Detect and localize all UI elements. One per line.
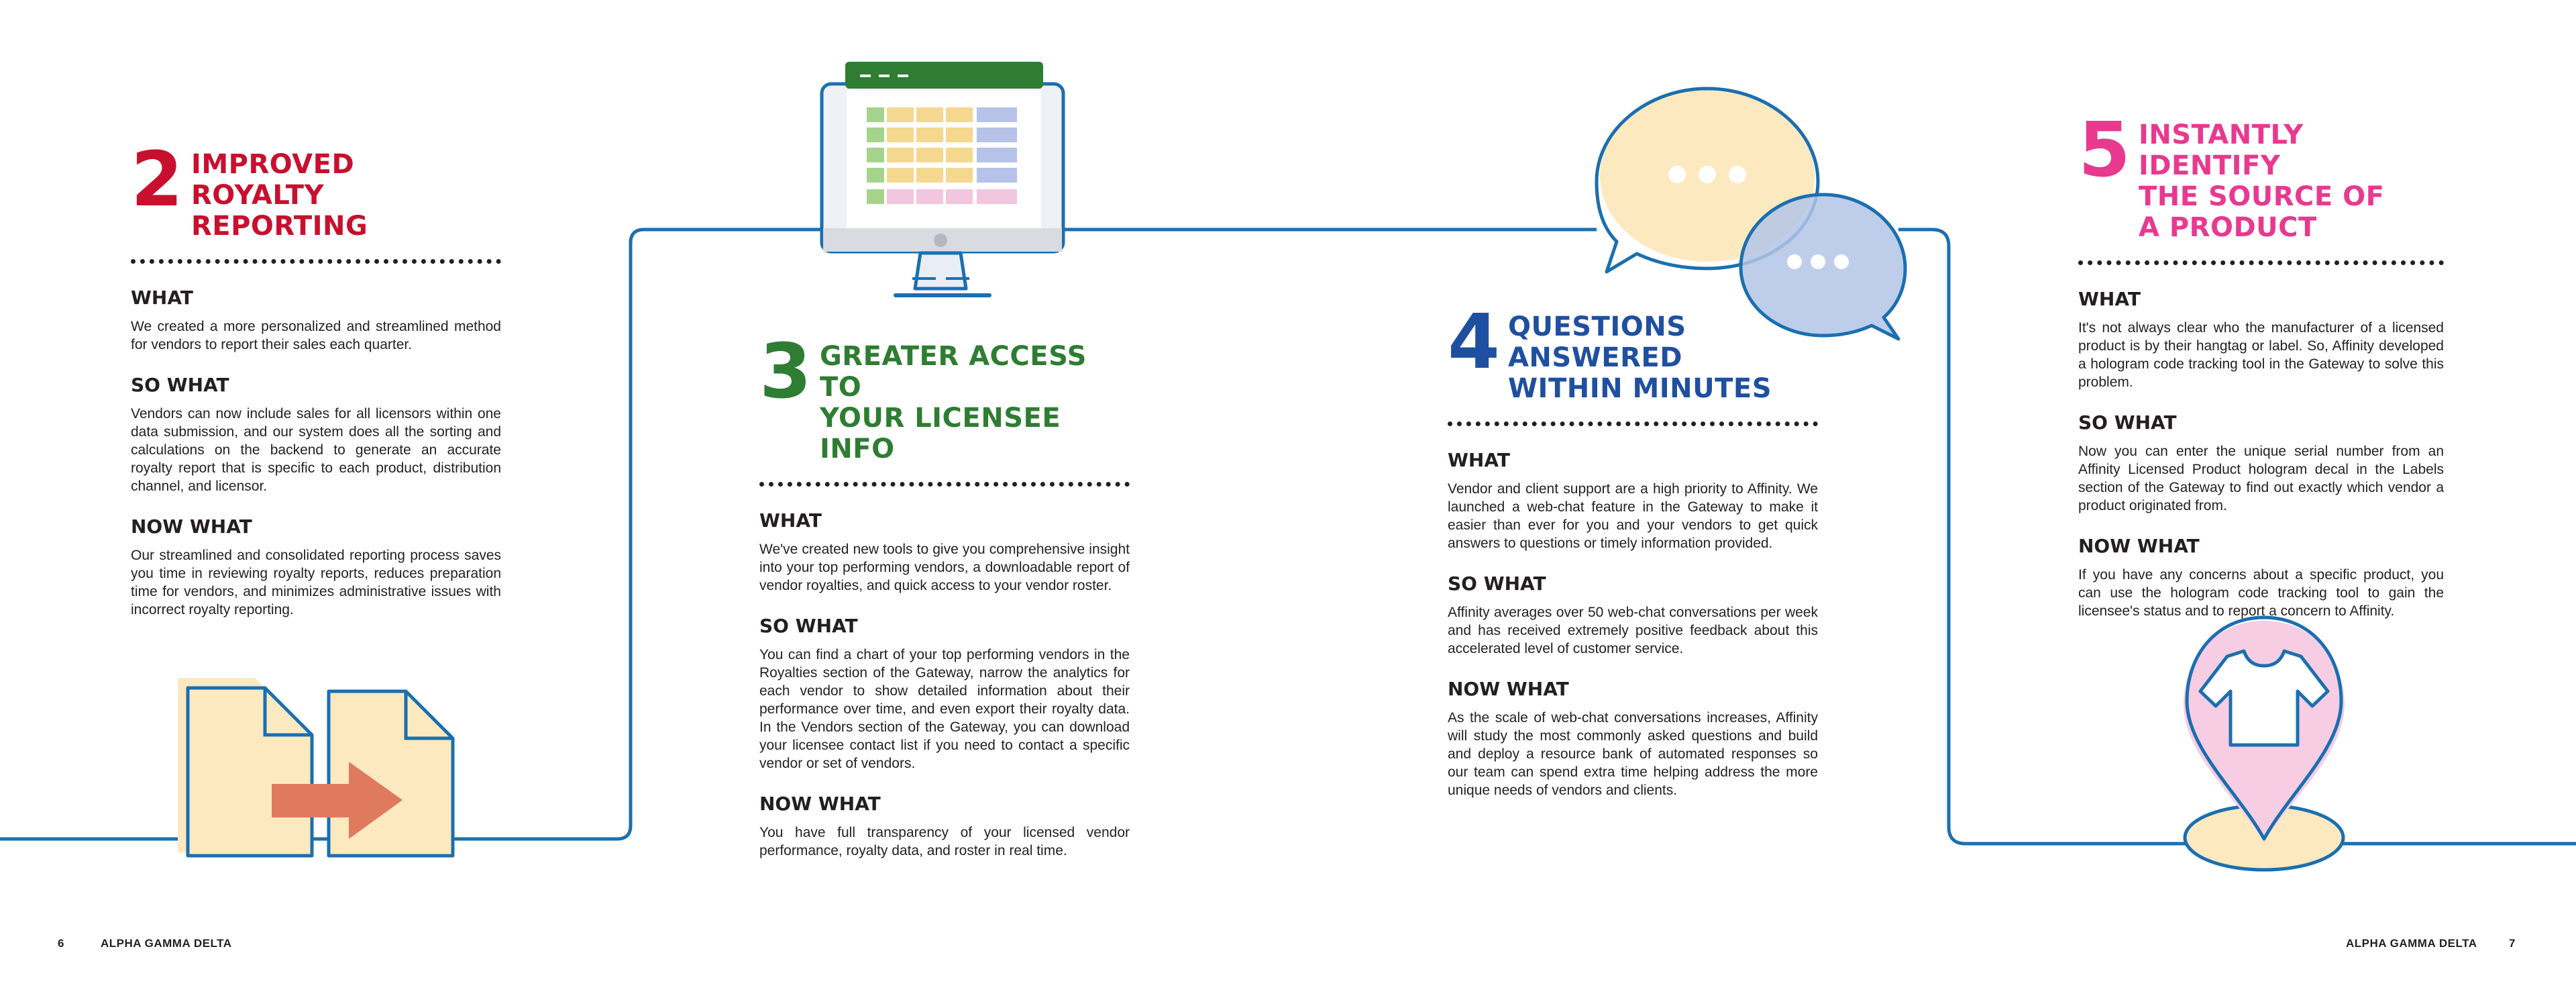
section-greater-access-licensee-info <box>759 328 1130 880</box>
so-what-text: Affinity averages over 50 web-chat conversations per week and has received extremely positive feedback about this accelerated level of customer service. <box>1448 605 1818 656</box>
footer-left-title: ALPHA GAMMA DELTA <box>101 937 232 950</box>
so-what-label: SO WHAT <box>1448 572 1546 595</box>
section-title-line: ROYALTY REPORTING <box>191 180 368 242</box>
what-label: WHAT <box>1448 449 1510 471</box>
now-what-text: If you have any concerns about a specific product, you can use the hologram code tracking tool to gain the licensee's status and to report a concern to Affinity. <box>2078 567 2444 619</box>
so-what-label: SO WHAT <box>759 615 858 637</box>
section-title-line: WITHIN MINUTES <box>1507 373 1772 404</box>
section-title <box>1508 311 1772 404</box>
footer-right-title: ALPHA GAMMA DELTA <box>2346 937 2477 950</box>
section-instantly-identify-source <box>2078 107 2444 640</box>
monitor-spreadsheet-icon <box>822 62 1063 295</box>
section-heading <box>1448 299 1818 404</box>
section-questions-answered <box>1448 299 1818 819</box>
section-title-line: INSTANTLY IDENTIFY <box>2138 119 2304 181</box>
dotted-divider <box>131 259 501 264</box>
section-title-line: THE SOURCE OF <box>2138 181 2385 212</box>
section-title-line: YOUR LICENSEE INFO <box>819 403 1061 464</box>
dotted-divider <box>2078 260 2444 265</box>
now-what-label: NOW WHAT <box>2078 535 2200 557</box>
section-heading <box>2078 107 2444 243</box>
so-what-label: SO WHAT <box>2078 411 2177 434</box>
what-text: We've created new tools to give you comprehensive insight into your top performing vendors, a downloadable report of vendor royalties, and quick access to your vendor roster. <box>759 542 1130 593</box>
section-title-line: A PRODUCT <box>2138 212 2317 243</box>
section-title-line: QUESTIONS <box>1507 311 1686 342</box>
dotted-divider <box>1448 421 1818 426</box>
section-title <box>2139 119 2444 243</box>
section-title <box>191 149 501 242</box>
documents-arrow-icon <box>178 678 453 856</box>
section-number: 3 <box>759 328 812 415</box>
what-text: Vendor and client support are a high priority to Affinity. We launched a web-chat feature in the Gateway to make it easier than ever for you and your vendors to get quick answers to questions or timely information provided. <box>1448 481 1818 551</box>
now-what-label: NOW WHAT <box>1448 678 1569 700</box>
now-what-text: As the scale of web-chat conversations increases, Affinity will study the most commonly asked questions and build and deploy a resource bank of automated responses so our team can spend extra time helping address the more unique needs of vendors and clients. <box>1448 710 1818 798</box>
section-title-line: GREATER ACCESS TO <box>819 341 1087 403</box>
footer-left-page-number: 6 <box>58 937 64 950</box>
so-what-text: Vendors can now include sales for all licensors within one data submission, and our system does all the sorting and calculations on the backend to generate an accurate royalty report that is specific to each product, distribution channel, and licensor. <box>131 406 501 494</box>
so-what-text: You can find a chart of your top performing vendors in the Royalties section of the Gateway, narrow the analytics for each vendor to show detailed information about their performance over time, and even export their royalty data. In the Vendors section of the Gateway, you can download your licensee contact list if you need to contact a specific vendor or set of vendors. <box>759 647 1130 771</box>
chat-bubbles-icon <box>1597 89 1905 339</box>
section-improved-royalty-reporting <box>131 136 501 639</box>
what-label: WHAT <box>759 509 822 532</box>
section-number: 4 <box>1448 299 1500 386</box>
section-heading <box>131 136 501 242</box>
what-text: It's not always clear who the manufacturer of a licensed product is by their hangtag or label. So, Affinity developed a hologram code tracking tool in the Gateway to solve this problem. <box>2078 320 2444 390</box>
section-heading <box>759 328 1130 464</box>
now-what-text: You have full transparency of your licensed vendor performance, royalty data, and roster in real time. <box>759 825 1130 858</box>
so-what-text: Now you can enter the unique serial number from an Affinity Licensed Product hologram decal in the Labels section of the Gateway to find out exactly which vendor a product originated from. <box>2078 444 2444 513</box>
section-title <box>820 341 1130 464</box>
now-what-text: Our streamlined and consolidated reporting process saves you time in reviewing royalty reports, reduces preparation time for vendors, and minimizes administrative issues with incorrect royalty reporting. <box>131 548 501 617</box>
section-number: 2 <box>131 136 183 223</box>
what-label: WHAT <box>131 287 193 309</box>
dotted-divider <box>759 482 1130 487</box>
footer-right-page-number: 7 <box>2509 937 2516 950</box>
section-title-line: IMPROVED <box>191 149 355 180</box>
what-text: We created a more personalized and streamlined method for vendors to report their sales each quarter. <box>131 319 501 352</box>
what-label: WHAT <box>2078 288 2141 310</box>
now-what-label: NOW WHAT <box>759 793 881 815</box>
tshirt-location-pin-icon <box>2184 617 2345 870</box>
section-number: 5 <box>2078 107 2131 194</box>
now-what-label: NOW WHAT <box>131 515 252 538</box>
section-title-line: ANSWERED <box>1507 342 1682 373</box>
so-what-label: SO WHAT <box>131 374 229 396</box>
